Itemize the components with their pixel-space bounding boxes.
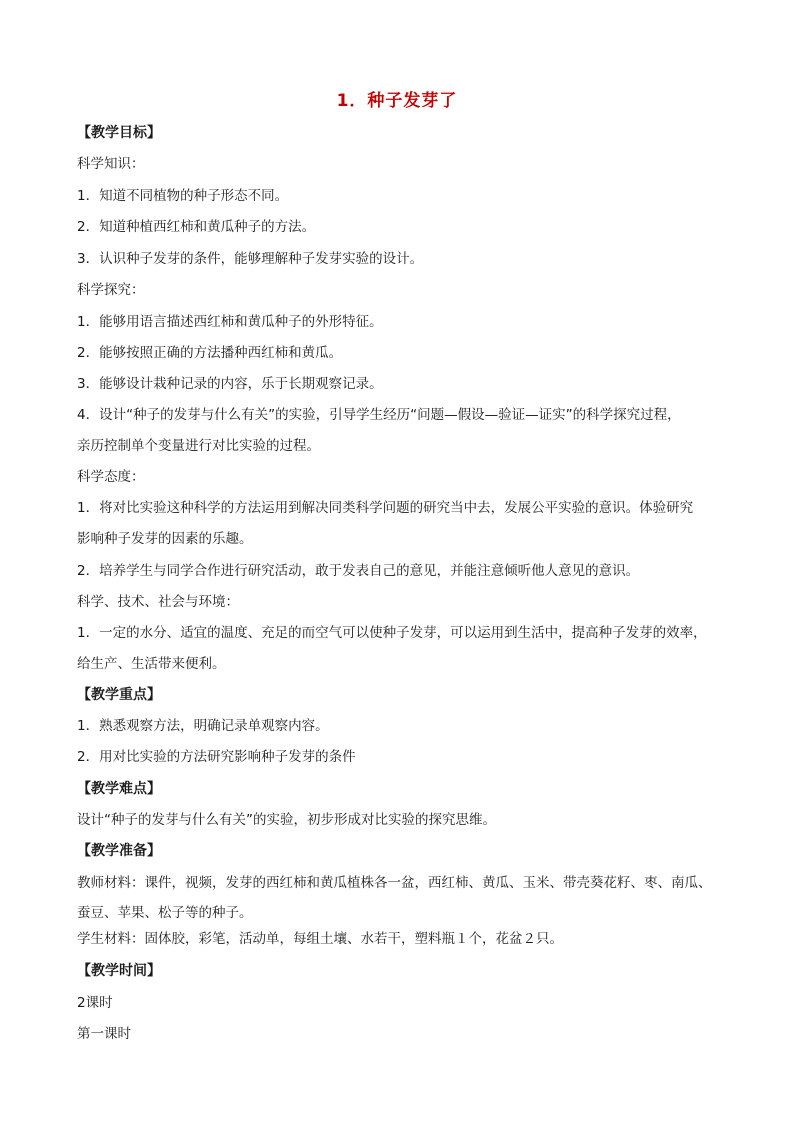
text-line: 亲历控制单个变量进行对比实验的过程。 [77,438,320,454]
text-line: 3．能够设计栽种记录的内容，乐于长期观察记录。 [77,376,383,392]
text-line: 2．能够按照正确的方法播种西红柿和黄瓜。 [77,345,343,361]
text-line: 2．知道种植西红柿和黄瓜种子的方法。 [77,219,316,235]
text-line: 蚕豆、苹果、松子等的种子。 [77,905,253,921]
text-line: 学生材料：固体胶，彩笔，活动单，每组土壤、水若干，塑料瓶１个，花盆２只。 [77,931,563,947]
text-line: 2课时 [77,995,113,1011]
section-heading-key-points: 【教学重点】 [77,687,161,703]
text-line: 第一课时 [77,1026,131,1042]
text-line: 1．能够用语言描述西红柿和黄瓜种子的外形特征。 [77,314,383,330]
text-line: 给生产、生活带来便利。 [77,656,226,672]
section-heading-difficulties: 【教学难点】 [77,781,161,797]
subheading-science-knowledge: 科学知识： [77,156,145,172]
text-line: 设计“种子的发芽与什么有关”的实验，初步形成对比实验的探究思维。 [77,812,496,828]
text-line: 1．将对比实验这种科学的方法运用到解决同类科学问题的研究当中去，发展公平实验的意识。体验研究 [77,500,694,516]
section-heading-objectives: 【教学目标】 [77,125,161,141]
document-title: 1．种子发芽了 [336,91,458,111]
text-line: 影响种子发芽的因素的乐趣。 [77,531,253,547]
text-line: 1．熟悉观察方法，明确记录单观察内容。 [77,718,329,734]
subheading-stse: 科学、技术、社会与环境： [77,594,239,610]
text-line: 2．用对比实验的方法研究影响种子发芽的条件 [77,749,356,765]
subheading-science-inquiry: 科学探究： [77,282,145,298]
text-line: 1．知道不同植物的种子形态不同。 [77,188,289,204]
text-line: 3．认识种子发芽的条件，能够理解种子发芽实验的设计。 [77,251,424,267]
text-line: 1．一定的水分、适宜的温度、充足的而空气可以使种子发芽，可以运用到生活中，提高种子发芽的效率， [77,625,707,641]
section-heading-time: 【教学时间】 [77,963,161,979]
text-line: 4．设计“种子的发芽与什么有关”的实验，引导学生经历“问题—假设—验证—证实”的科学探究过程， [77,407,681,423]
text-line: 2．培养学生与同学合作进行研究活动，敢于发表自己的意见，并能注意倾听他人意见的意识。 [77,563,640,579]
subheading-science-attitude: 科学态度： [77,469,145,485]
text-line: 教师材料：课件，视频，发芽的西红柿和黄瓜植株各一盆，西红柿、黄瓜、玉米、带壳葵花籽、枣、南瓜、 [77,875,712,891]
section-heading-preparation: 【教学准备】 [77,843,161,859]
